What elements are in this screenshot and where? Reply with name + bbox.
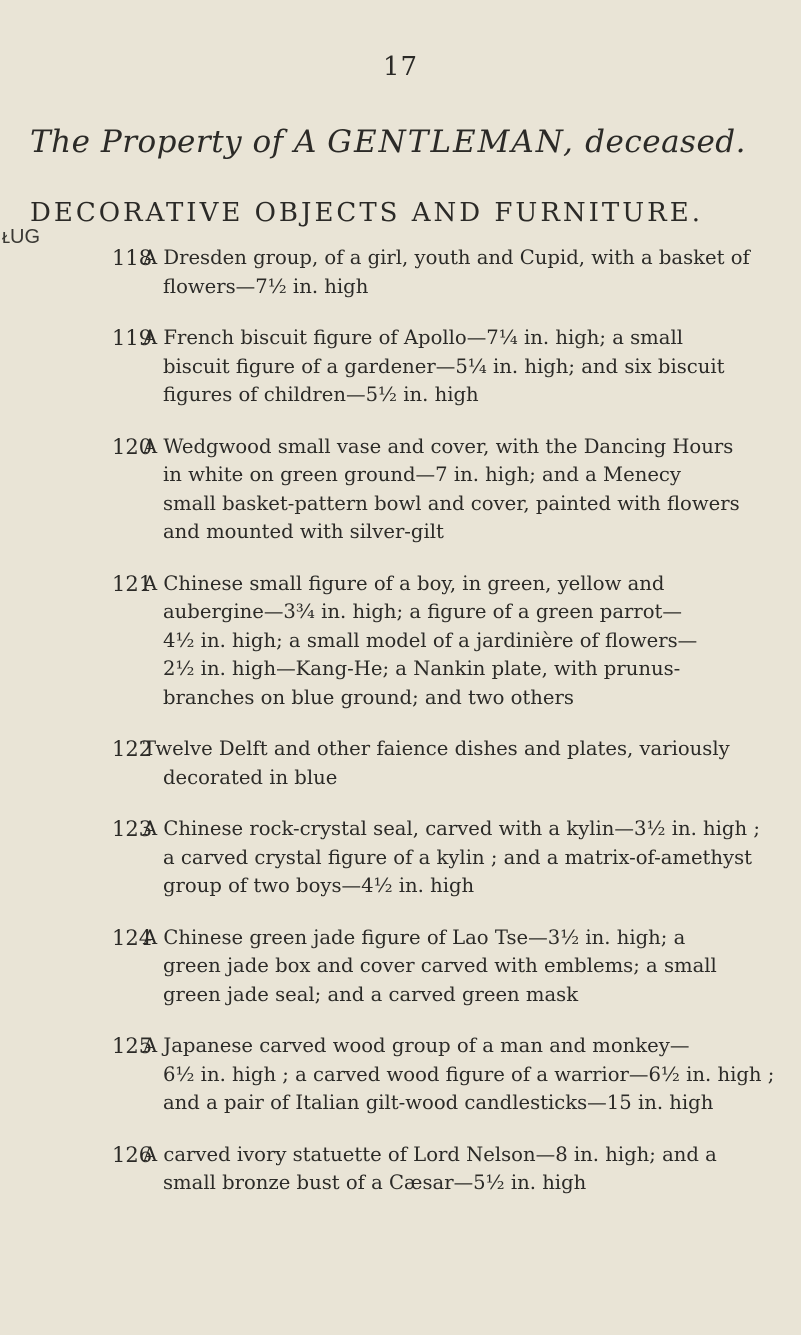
lot-entry xyxy=(0,324,801,410)
lot-description-line: decorated in blue xyxy=(163,765,338,789)
lot-description-line: and a pair of Italian gilt-wood candlesticks—15 in. high xyxy=(163,1091,714,1114)
lot-description-line: flowers—7½ in. high xyxy=(163,274,369,298)
lot-number: 125 xyxy=(112,1034,153,1058)
lot-entry xyxy=(0,570,801,713)
lot-description-line: green jade box and cover carved with emblems; a small xyxy=(163,954,717,977)
lot-description-line: 4½ in. high; a small model of a jardinière of flowers— xyxy=(163,628,698,652)
lot-description xyxy=(143,815,791,901)
lot-description xyxy=(143,924,791,1010)
lot-number: 121 xyxy=(112,571,153,596)
lot-description-line: A French biscuit figure of Apollo—7¼ in. high; a small xyxy=(143,326,683,349)
lot-number: 120 xyxy=(112,434,153,459)
lot-description-line: 2½ in. high—Kang-He; a Nankin plate, with prunus- xyxy=(163,657,681,680)
lot-description-line: group of two boys—4½ in. high xyxy=(163,874,475,897)
lot-list xyxy=(0,244,801,1221)
lot-description-line: A Dresden group, of a girl, youth and Cupid, with a basket of xyxy=(143,246,750,269)
lot-description-line: A carved ivory statuette of Lord Nelson—8 in. high; and a xyxy=(143,1142,717,1166)
lot-description-line: in white on green ground—7 in. high; and a Menecy xyxy=(163,463,681,486)
lot-entry xyxy=(0,924,801,1010)
lot-entry xyxy=(0,815,801,901)
lot-description-line: A Chinese rock-crystal seal, carved with a kylin—3½ in. high ; xyxy=(143,817,760,840)
property-owner: GENTLEMAN, xyxy=(327,124,575,160)
lot-description xyxy=(143,433,791,547)
lot-description-line: and mounted with silver-gilt xyxy=(163,520,444,543)
lot-entry xyxy=(0,735,801,792)
lot-description xyxy=(143,570,791,713)
lot-number: 122 xyxy=(112,737,153,761)
lot-description-line: A Chinese small figure of a boy, in green, yellow and xyxy=(143,571,665,595)
lot-description-line: aubergine—3¾ in. high; a figure of a green parrot— xyxy=(163,600,683,623)
lot-entry xyxy=(0,244,801,301)
lot-description xyxy=(143,244,791,301)
lot-number: 118 xyxy=(112,246,153,270)
lot-description-line: branches on blue ground; and two others xyxy=(163,685,574,709)
lot-description-line: small basket-pattern bowl and cover, painted with flowers xyxy=(163,491,740,515)
property-suffix: deceased. xyxy=(585,124,747,160)
lot-description-line: A Chinese green jade figure of Lao Tse—3½ in. high; a xyxy=(143,925,686,949)
lot-entry xyxy=(0,1141,801,1198)
lot-description xyxy=(143,1032,791,1118)
lot-description xyxy=(143,735,791,792)
lot-description-line: a carved crystal figure of a kylin ; and a matrix-of-amethyst xyxy=(163,845,753,869)
lot-number: 126 xyxy=(112,1142,153,1167)
lot-description-line: 6½ in. high ; a carved wood figure of a warrior—6½ in. high ; xyxy=(163,1062,775,1086)
lot-entry xyxy=(0,1032,801,1118)
section-title: DECORATIVE OBJECTS AND FURNITURE. xyxy=(30,198,703,228)
lot-description-line: small bronze bust of a Cæsar—5½ in. high xyxy=(163,1171,587,1194)
lot-number: 123 xyxy=(112,817,153,841)
lot-description-line: figures of children—5½ in. high xyxy=(163,383,479,406)
lot-description-line: green jade seal; and a carved green mask xyxy=(163,982,579,1006)
property-prefix: The Property of A xyxy=(30,124,317,160)
lot-description xyxy=(143,324,791,410)
lot-description-line: A Japanese carved wood group of a man and monkey— xyxy=(143,1034,690,1057)
lot-description-line: biscuit figure of a gardener—5¼ in. high; and six biscuit xyxy=(163,354,725,378)
lot-entry xyxy=(0,433,801,547)
lot-number: 124 xyxy=(112,925,153,950)
property-heading xyxy=(30,124,790,160)
lot-description xyxy=(143,1141,791,1198)
page-number: 17 xyxy=(382,52,419,82)
margin-annotation: ᴌUG xyxy=(2,226,41,248)
lot-description-line: A Wedgwood small vase and cover, with the Dancing Hours xyxy=(143,434,734,458)
lot-number: 119 xyxy=(112,326,153,350)
lot-description-line: Twelve Delft and other faience dishes and plates, variously xyxy=(143,737,730,760)
